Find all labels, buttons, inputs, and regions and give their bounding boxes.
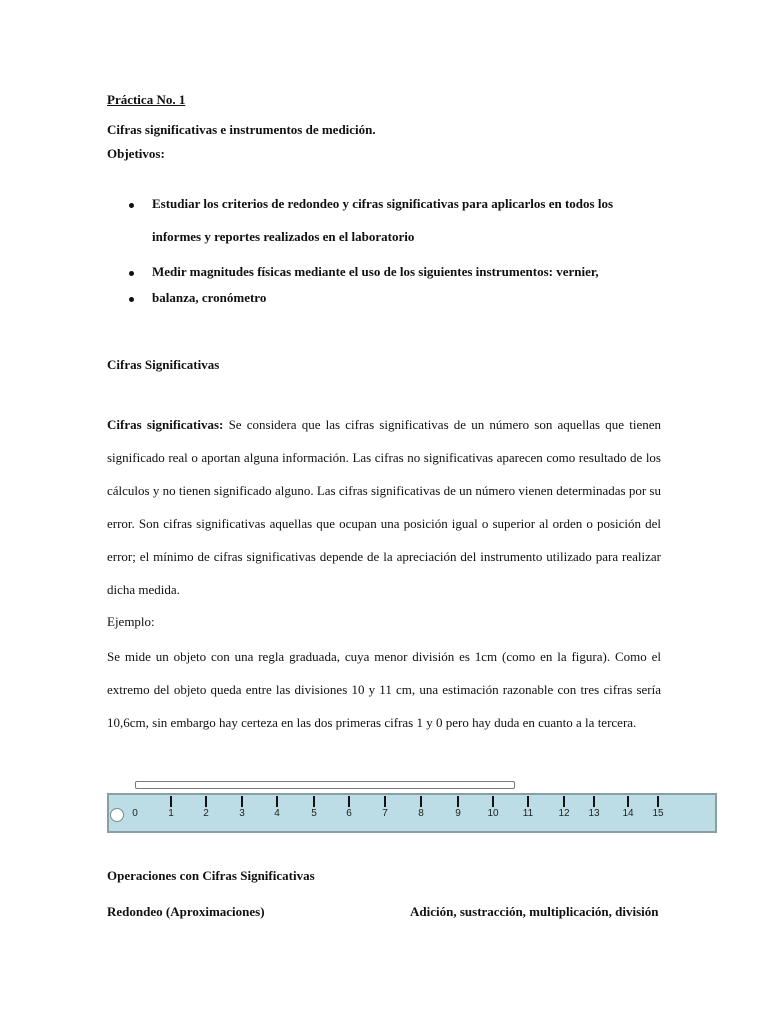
- operations-heading: Adición, sustracción, multiplicación, división: [410, 904, 659, 919]
- section-heading-cifras: Cifras Significativas: [107, 357, 220, 372]
- bullet-icon: [129, 203, 134, 208]
- document-title: Cifras significativas e instrumentos de medición.: [107, 122, 376, 137]
- ruler-tick-label: 8: [418, 808, 424, 819]
- ruler-tick: [241, 796, 243, 807]
- objective-item-1-line2: informes y reportes realizados en el laboratorio: [152, 229, 415, 244]
- ruler-tick-label: 13: [588, 808, 600, 819]
- ruler-hole: [110, 808, 124, 822]
- ruler-tick: [457, 796, 459, 807]
- practice-number: Práctica No. 1: [107, 92, 186, 107]
- ruler-tick-label: 14: [622, 808, 634, 819]
- ruler-tick: [205, 796, 207, 807]
- objectives-label: Objetivos:: [107, 146, 165, 161]
- example-paragraph: [107, 640, 661, 739]
- example-label: Ejemplo:: [107, 614, 155, 629]
- example-body: Se mide un objeto con una regla graduada, cuya menor división es 1cm (como en la figura). Como el extremo del objeto queda entre las divisiones 10 y 11 cm, una estimación razonable con tres cifras sería 10,6cm, sin embargo hay certeza en las dos primeras cifras 1 y 0 pero hay duda en cuanto a la tercera.: [107, 649, 661, 730]
- ruler-tick: [170, 796, 172, 807]
- ruler-tick: [527, 796, 529, 807]
- ruler-tick: [657, 796, 659, 807]
- ruler-tick-label: 4: [274, 808, 280, 819]
- definition-paragraph: [107, 408, 661, 606]
- ruler-tick: [313, 796, 315, 807]
- ruler-tick: [276, 796, 278, 807]
- ruler-tick-label: 0: [132, 808, 138, 819]
- objective-item-2: Medir magnitudes físicas mediante el uso de los siguientes instrumentos: vernier,: [152, 264, 599, 279]
- ruler-tick: [348, 796, 350, 807]
- ruler-tick-label: 12: [558, 808, 570, 819]
- ruler-tick-label: 5: [311, 808, 317, 819]
- ruler-tick-label: 3: [239, 808, 245, 819]
- ruler-tick-label: 11: [522, 808, 534, 819]
- objective-item-3: balanza, cronómetro: [152, 290, 267, 305]
- bullet-icon: [129, 297, 134, 302]
- bullet-icon: [129, 271, 134, 276]
- ruler-tick-label: 2: [203, 808, 209, 819]
- ruler-tick-label: 10: [487, 808, 499, 819]
- ruler-tick: [384, 796, 386, 807]
- ruler-tick: [563, 796, 565, 807]
- ruler-tick-label: 1: [168, 808, 174, 819]
- ruler-tick: [420, 796, 422, 807]
- ruler-tick-label: 6: [346, 808, 352, 819]
- objective-item-1-line1: Estudiar los criterios de redondeo y cifras significativas para aplicarlos en todos los: [152, 196, 614, 211]
- rounding-heading: Redondeo (Aproximaciones): [107, 904, 265, 919]
- definition-lead: Cifras significativas:: [107, 417, 224, 432]
- definition-body: Se considera que las cifras significativas de un número son aquellas que tienen significado real o aportan alguna información. Las cifras no significativas aparecen como resultado de los cálculos y no tienen significado alguno. Las cifras significativas de un número vienen determinadas por su error. Son cifras significativas aquellas que ocupan una posición igual o superior al orden o posición del error; el mínimo de cifras significativas depende de la apreciación del instrumento utilizado para realizar dicha medida.: [107, 417, 661, 597]
- ruler-tick: [593, 796, 595, 807]
- measured-object: [135, 781, 515, 789]
- ruler-tick: [627, 796, 629, 807]
- ruler-tick-label: 15: [652, 808, 664, 819]
- section-heading-operaciones: Operaciones con Cifras Significativas: [107, 868, 315, 883]
- ruler-tick: [492, 796, 494, 807]
- ruler-tick-label: 9: [455, 808, 461, 819]
- ruler-tick-label: 7: [382, 808, 388, 819]
